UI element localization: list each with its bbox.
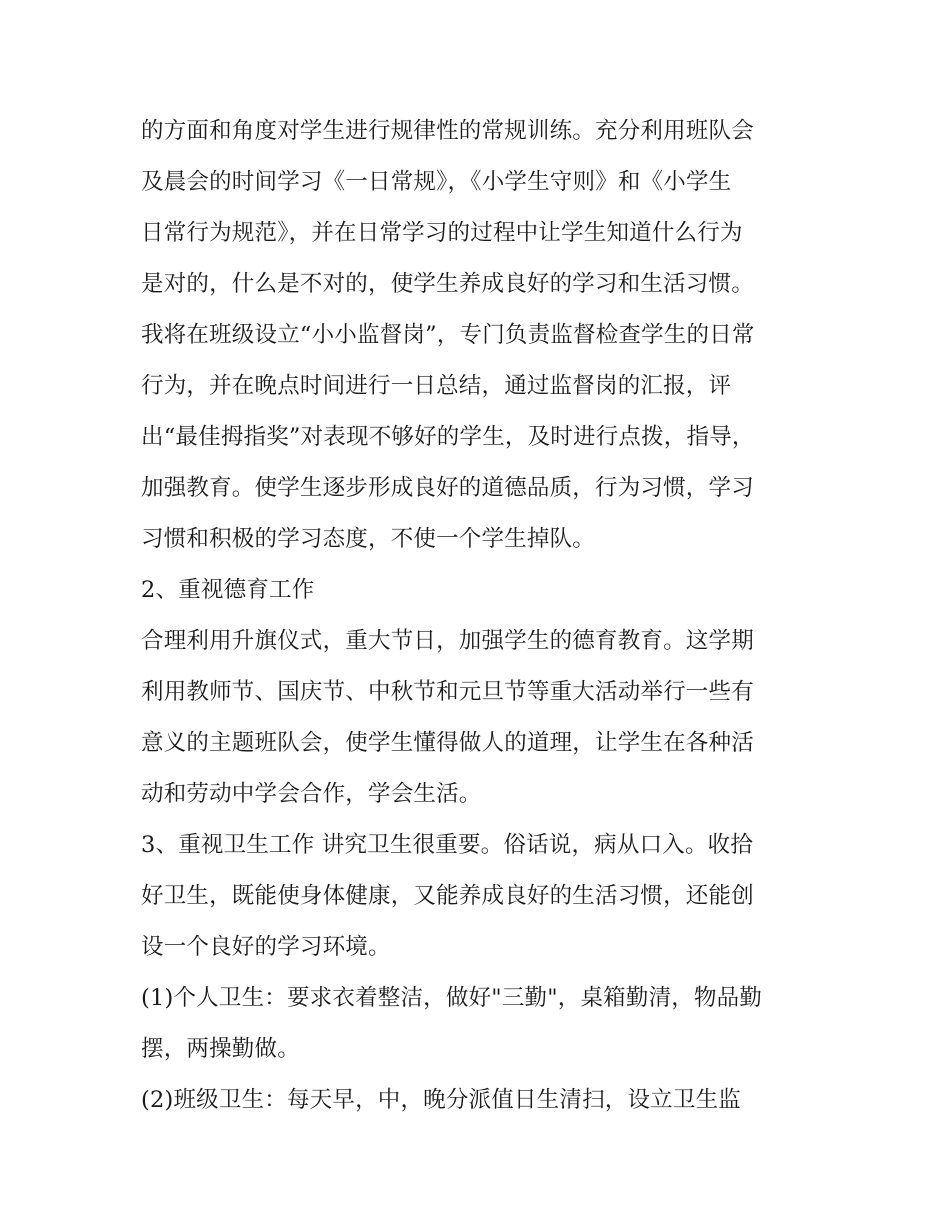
text-line: 意义的主题班队会，使学生懂得做人的道理，让学生在各种活 [141,730,754,756]
text-line: 习惯和积极的学习态度，不使一个学生掉队。 [141,526,596,552]
text-line: 加强教育。使学生逐步形成良好的道德品质，行为习惯，学习 [141,475,754,501]
text-line: 及晨会的时间学习《一日常规》，《小学生守则》和《小学生 [141,169,732,195]
text-line: 出“最佳拇指奖”对表现不够好的学生，及时进行点拨，指导， [141,424,755,450]
section-heading: 2、重视德育工作 [141,577,315,603]
list-item: (1)个人卫生：要求衣着整洁，做好"三勤"，桌箱勤清，物品勤 [141,985,763,1011]
text-line: 我将在班级设立“小小监督岗”，专门负责监督检查学生的日常 [141,322,755,348]
list-item: (2)班级卫生：每天早，中，晚分派值日生清扫，设立卫生监 [141,1087,741,1113]
text-line: 设一个良好的学习环境。 [141,934,391,960]
text-line: 日常行为规范》，并在日常学习的过程中让学生知道什么行为 [141,220,743,246]
text-line: 行为，并在晚点时间进行一日总结，通过监督岗的汇报，评 [141,373,732,399]
text-line: 合理利用升旗仪式，重大节日，加强学生的德育教育。这学期 [141,628,754,654]
text-line: 动和劳动中学会合作，学会生活。 [141,781,482,807]
text-line: 好卫生，既能使身体健康，又能养成良好的生活习惯，还能创 [141,883,754,909]
text-line: 利用教师节、国庆节、中秋节和元旦节等重大活动举行一些有 [141,679,754,705]
text-line: 的方面和角度对学生进行规律性的常规训练。充分利用班队会 [141,118,754,144]
section-heading: 3、重视卫生工作 讲究卫生很重要。俗话说，病从口入。收拾 [141,832,754,858]
text-line: 摆，两操勤做。 [141,1036,300,1062]
document-body [141,106,821,1126]
text-line: 是对的，什么是不对的，使学生养成良好的学习和生活习惯。 [141,271,754,297]
